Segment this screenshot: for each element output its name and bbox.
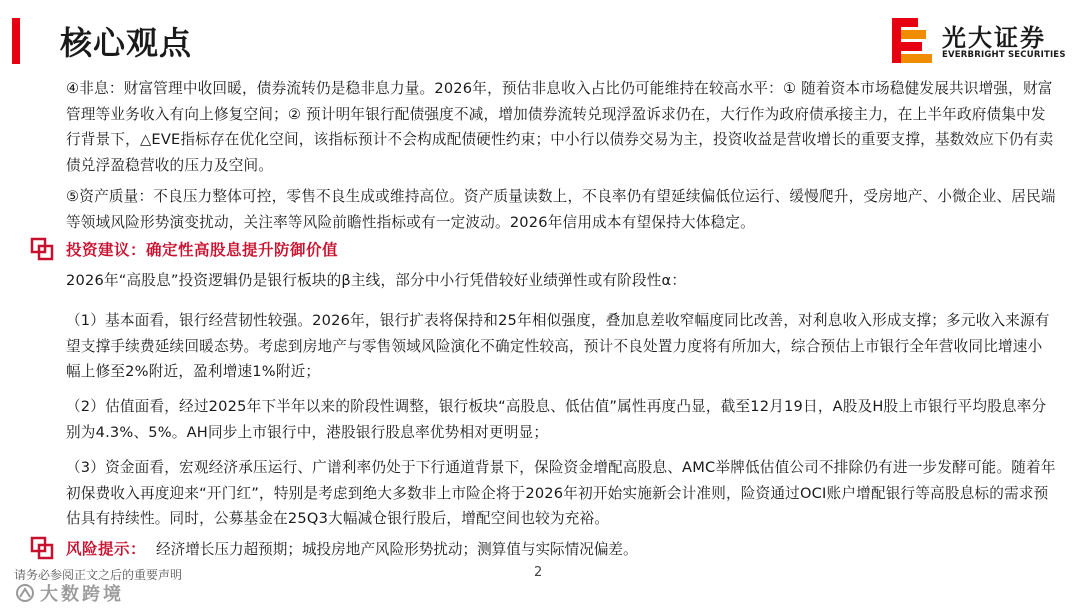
page-number: 2 bbox=[534, 565, 543, 580]
everbright-logo-icon bbox=[890, 16, 936, 66]
invest-heading: 投资建议：确定性高股息提升防御价值 bbox=[66, 241, 339, 259]
paragraph-non-interest: ④非息：财富管理中收回暖，债券流转仍是稳非息力量。2026年，预估非息收入占比仍可能维持在较高水平：① 随着资本市场稳健发展共识增强，财富管理等业务收入有向上修复空间；② 预计明年银行配债强度不减，增加债券流转兑现浮盈诉求仍在，大行作为政府债承接主力，在上半年政府债集中发行背景下，△EVE指标存在优化空间，该指标预计不会构成配债硬性约束；中小行以债券交易为主，投资收益是营收增长的重要支撑，基数效应下仍有卖债兑浮盈稳营收的压力及空间。 bbox=[66, 80, 1054, 174]
paragraph-fundamentals: （1）基本面看，银行经营韧性较强。2026年，银行扩表将保持和25年相似强度，叠加息差收窄幅度同比改善，对利息收入形成支撑；多元收入来源有望支撑手续费延续回暖态势。考虑到房地产与零售领域风险演化不确定性较高，预计不良处置力度将有所加大，综合预估上市银行全年营收同比增速小幅上修至2%附近，盈利增速1%附近； bbox=[66, 312, 1050, 380]
paragraph-asset-quality: ⑤资产质量：不良压力整体可控，零售不良生成或维持高位。资产质量读数上，不良率仍有望延续偏低位运行、缓慢爬升，受房地产、小微企业、居民端等领域风险形势演变扰动，关注率等风险前瞻性指标或有一定波动。2026年信用成本有望保持大体稳定。 bbox=[66, 188, 1056, 231]
footer-disclaimer-note: 请务必参阅正文之后的重要声明 bbox=[14, 568, 183, 582]
brand-logo bbox=[890, 12, 1070, 70]
brand-name-cn: 光大证券 bbox=[942, 24, 1046, 52]
paragraph-valuation: （2）估值面看，经过2025年下半年以来的阶段性调整，银行板块“高股息、低估值”属性再度凸显，截至12月19日，A股及H股上市银行平均股息率分别为4.3%、5%。AH同步上市银行中，港股银行股息率优势相对更明显； bbox=[66, 398, 1047, 441]
paragraph-invest-intro: 2026年“高股息”投资逻辑仍是银行板块的β主线，部分中小行凭借较好业绩弹性或有阶段性α： bbox=[66, 272, 687, 289]
risk-heading: 风险提示： bbox=[66, 540, 147, 558]
paragraph-funding: （3）资金面看，宏观经济承压运行、广谱利率仍处于下行通道背景下，保险资金增配高股息、AMC举牌低估值公司不排除仍有进一步发酵可能。随着年初保费收入再度迎来“开门红”，特别是考虑到绝大多数非上市险企将于2026年初开始实施新会计准则，险资通过OCI账户增配银行等高股息标的需求预估具有持续性。同时，公募基金在25Q3大幅减仓银行股后，增配空间也较为充裕。 bbox=[66, 459, 1056, 527]
page-title: 核心观点 bbox=[60, 24, 193, 62]
risk-heading-row bbox=[30, 535, 638, 561]
brand-name-en: EVERBRIGHT SECURITIES bbox=[942, 50, 1066, 60]
invest-heading-row bbox=[30, 236, 338, 262]
overlapping-squares-icon bbox=[30, 237, 54, 261]
risk-body: 经济增长压力超预期；城投房地产风险形势扰动；测算值与实际情况偏差。 bbox=[156, 540, 638, 558]
watermark-logo-icon bbox=[14, 582, 36, 604]
overlapping-squares-icon bbox=[30, 536, 54, 560]
watermark-text: 大数跨境 bbox=[40, 584, 124, 605]
watermark bbox=[14, 580, 124, 606]
title-accent-bar bbox=[12, 18, 20, 64]
